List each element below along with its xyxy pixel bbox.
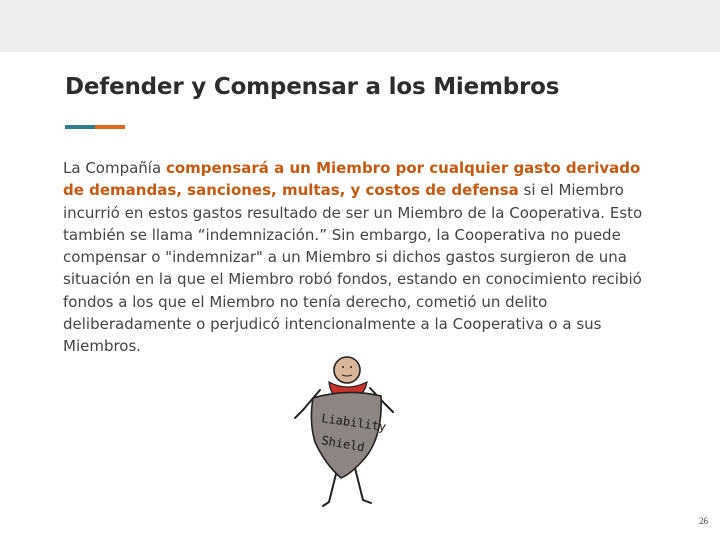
left-leg: [323, 470, 337, 506]
page-number: 26: [699, 516, 708, 526]
body-paragraph: [63, 157, 663, 358]
title-accent-orange: [95, 125, 125, 129]
title-accent-teal: [65, 125, 95, 129]
left-eye: [342, 366, 344, 368]
head: [334, 357, 360, 383]
body-highlight: compensará a un Miembro por cualquier gasto derivado de demandas, sanciones, multas, y costos de defensa: [63, 159, 641, 200]
right-leg: [355, 468, 371, 503]
shield-text-line1: Liability: [320, 411, 387, 435]
body-rest: si el Miembro incurrió en estos gastos resultado de ser un Miembro de la Cooperativa. Esto también se llama “indemnización.” Sin embargo, la Cooperativa no puede compensar o "indemnizar" a un Miembro si dichos gastos surgieron de una situación en la que el Miembro robó fondos, estando en conocimiento recibió fondos a los que el Miembro no tenía derecho, cometió un delito deliberadamente o perjudicó intencionalmente a la Cooperativa o a sus Miembros.: [63, 181, 643, 356]
right-eye: [350, 366, 352, 368]
slide-title: Defender y Compensar a los Miembros: [65, 74, 560, 100]
body-intro: La Compañía: [63, 159, 166, 177]
top-band: [0, 0, 720, 52]
shield-text-line2: Shield: [320, 433, 366, 455]
liability-shield-illustration: [285, 352, 405, 512]
